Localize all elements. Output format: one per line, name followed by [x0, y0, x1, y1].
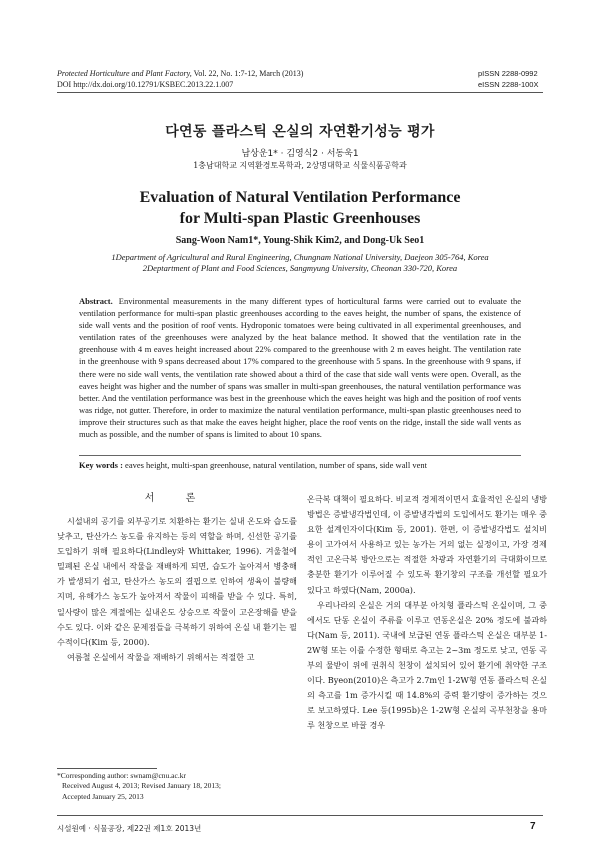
abstract-text: Environmental measurements in the many different types of horticultural farms were carried out to evaluate the ventilation performance for multi-span plastic greenhouses according to the eaves height, the number of spans, the existence of side wall vents and the position of roof vents. Hydroponic tomatoes were being cultivated in all experimental greenhouses, and ventilation rates of the greenhouses were analyzed by the heat balance method. It showed that the ventilation rate in the greenhouse with 4 m eaves height increased about 22% compared to the greenhouse with 2 m eaves height. The ventilation rate in the greenhouse with 9 spans decreased about 17% compared to the greenhouse with 5 spans. In the greenhouse with 9 spans, if there were no side wall vents, the ventilation rate showed about a third of the case that side wall vents were open. Overall, as the eaves height was higher and the number of spans was smaller in multi-span greenhouses, the natural ventilation performance was better. And the ventilation performance was best in the greenhouse which the eaves height was high and the position of roof vents was ridge, not gutter. Therefore, in order to maximize the natural ventilation performance, multi-span plastic greenhouses need to improve their structures such as that make the eaves height higher, place the roof vents on the ridge, install the side wall vents as much as possible, and the number of spans is limited to about 10 spans.: [79, 296, 521, 440]
accepted-date: Accepted January 25, 2013: [62, 791, 144, 801]
english-authors: Sang-Woon Nam1*, Young-Shik Kim2, and Dong-Uk Seo1: [175, 235, 425, 246]
journal-volume: Vol. 22, No. 1:7-12, March (2013): [191, 69, 304, 78]
pissn: pISSN 2288-0992: [478, 69, 538, 78]
keywords: [79, 460, 521, 470]
english-title-line1: Evaluation of Natural Ventilation Performance: [139, 189, 461, 206]
keywords-label: Key words :: [79, 460, 123, 470]
journal-header: [57, 68, 303, 90]
english-affiliations: [0, 252, 600, 274]
body-column-left: [57, 492, 297, 665]
issn-block: [478, 68, 538, 90]
footnote-rule: [57, 768, 157, 769]
abstract-label: Abstract.: [79, 296, 113, 306]
received-dates: Received August 4, 2013; Revised January 18, 2013;: [62, 781, 221, 791]
paragraph: 온극복 대책이 필요하다. 비교적 경제적이면서 효율적인 온실의 냉방 방법은 증발냉각법인데, 이 증발냉각법의 도입에서도 환기는 매우 중요한 설계인자이다(Kim 등, 2001). 한편, 이 증발냉각법도 설치비용이 고가여서 사용하고 있는 농가는 거의 없는 실정이고, 가장 경제적인 고온극복 방안으로는 적절한 차광과 자연환기의 극대화이므로 충분한 환기가 이루어질 수 있도록 환기창의 구조를 개선할 필요가 있다고 하였다(Nam, 2000a).: [307, 494, 547, 595]
section-title: 서 론: [144, 493, 210, 504]
page-number: 7: [530, 821, 536, 832]
footer-journal: 시설원예 · 식물공장, 제22권 제1호 2013년: [57, 824, 202, 833]
keywords-rule: [79, 455, 521, 456]
footer-rule: [57, 815, 543, 816]
english-title: [0, 187, 600, 229]
corresponding-author: *Corresponding author: swnam@cnu.ac.kr: [57, 771, 186, 780]
korean-affiliation: 1충남대학교 지역환경토목학과, 2상명대학교 식물식품공학과: [193, 161, 407, 170]
paragraph: 여름철 온실에서 작물을 재배하기 위해서는 적절한 고: [67, 651, 255, 662]
korean-title: 다연동 플라스틱 온실의 자연환기성능 평가: [165, 124, 435, 140]
header-rule: [57, 92, 543, 93]
paragraph: 시설내의 공기를 외부공기로 치환하는 환기는 실내 온도와 습도를 낮추고, 탄산가스 농도를 유지하는 등의 역할을 하며, 신선한 공기를 도입하기 위해 필요하다(Lindley와 Whittaker, 1996). 겨울철에 밀폐된 온실 내에서 작물을 재배하게 되면, 습도가 높아져서 병충해가 발생되기 쉽고, 탄산가스 농도의 결핍으로 인하여 생육이 불량해지며, 유해가스 농도가 높아져서 작물이 피해를 받을 수 있다. 특히, 일사량이 많은 계절에는 실내온도 상승으로 작물이 고온장해를 받을 수도 있다. 이와 같은 문제점들을 극복하기 위하여 온실 내 환기는 필수적이다(Kim 등, 2000).: [57, 516, 297, 647]
affiliation-1: 1Department of Agricultural and Rural Engineering, Chungnam National University, Daejeon 305-764, Korea: [111, 252, 489, 262]
korean-authors: 남상운1* · 김영식2 · 서동욱1: [241, 149, 359, 159]
footnote: [57, 771, 297, 802]
doi-link[interactable]: DOI http://dx.doi.org/10.12791/KSBEC.2013.22.1.007: [57, 80, 234, 89]
english-title-line2: for Multi-span Plastic Greenhouses: [179, 210, 421, 227]
affiliation-2: 2Deptartment of Plant and Food Sciences, Sangmyung University, Cheonan 330-720, Korea: [142, 263, 458, 273]
abstract: [79, 295, 521, 440]
keywords-text: eaves height, multi-span greenhouse, natural ventilation, number of spans, side wall vent: [122, 460, 427, 470]
eissn: eISSN 2288-100X: [478, 80, 539, 89]
paragraph: 우리나라의 온실은 거의 대부분 아치형 플라스틱 온실이며, 그 중에서도 단동 온실이 주류를 이루고 연동온실은 20% 정도에 불과하다(Nam 등, 2011). 국내에 보급된 연동 플라스틱 온실은 대부분 1-2W형 또는 이를 수정한 형태로 측고는 2~3m 정도로 낮고, 연동 곡부의 물받이 위에 권취식 천창이 설치되어 있어 환기에 취약한 구조이다. Byeon(2010)은 측고가 2.7m인 1-2W형 연동 플라스틱 온실의 측고를 1m 증가시킬 때 14.8%의 증력 환기량이 증가하는 것으로 보고하였다. Lee 등(1995b)은 1-2W형 온실의 곡부천창을 용마루 천창으로 바꿀 경우: [307, 599, 547, 731]
body-column-right: [307, 492, 547, 734]
journal-name: Protected Horticulture and Plant Factory,: [57, 69, 192, 78]
